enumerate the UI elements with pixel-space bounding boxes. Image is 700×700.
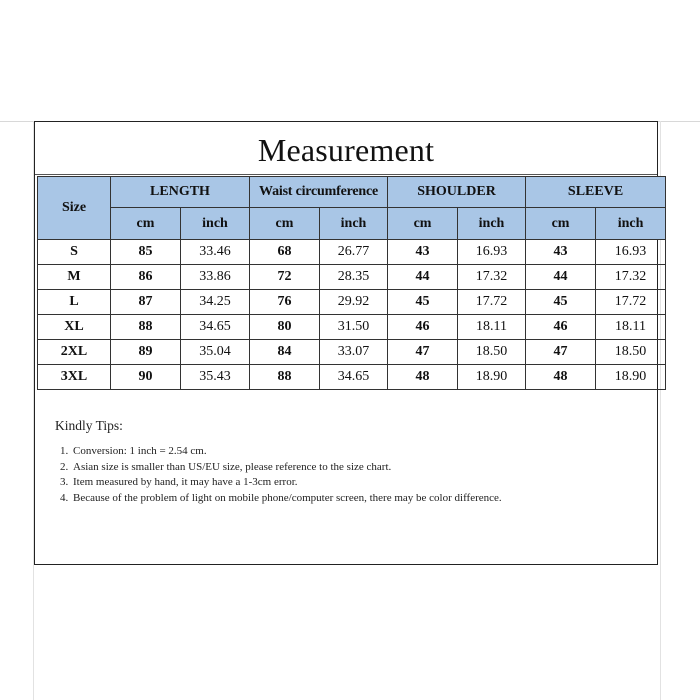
- cm-cell: 68: [250, 240, 320, 265]
- inch-cell: 18.11: [458, 315, 526, 340]
- cm-cell: 43: [526, 240, 596, 265]
- title-divider: [35, 174, 657, 175]
- inch-cell: 18.90: [596, 365, 666, 390]
- cm-cell: 44: [526, 265, 596, 290]
- inch-cell: 35.04: [181, 340, 250, 365]
- tips-section: [55, 418, 645, 506]
- inch-cell: 34.25: [181, 290, 250, 315]
- cm-cell: 44: [388, 265, 458, 290]
- inch-cell: 17.72: [596, 290, 666, 315]
- inch-cell: 17.32: [458, 265, 526, 290]
- table-row: [38, 240, 666, 265]
- size-cell: 3XL: [38, 365, 111, 390]
- cm-cell: 76: [250, 290, 320, 315]
- unit-header: cm: [526, 208, 596, 240]
- cm-cell: 85: [111, 240, 181, 265]
- table-row: [38, 315, 666, 340]
- cm-cell: 89: [111, 340, 181, 365]
- length-group-header: LENGTH: [111, 177, 250, 208]
- cm-cell: 46: [388, 315, 458, 340]
- unit-header: cm: [388, 208, 458, 240]
- unit-header: inch: [320, 208, 388, 240]
- tips-list: [55, 444, 645, 506]
- inch-cell: 28.35: [320, 265, 388, 290]
- cm-cell: 45: [526, 290, 596, 315]
- size-column-header: Size: [38, 177, 111, 240]
- cm-cell: 48: [526, 365, 596, 390]
- table-header-row: [38, 177, 666, 208]
- cm-cell: 47: [388, 340, 458, 365]
- inch-cell: 26.77: [320, 240, 388, 265]
- table-row: [38, 265, 666, 290]
- cm-cell: 45: [388, 290, 458, 315]
- cm-cell: 80: [250, 315, 320, 340]
- inch-cell: 31.50: [320, 315, 388, 340]
- inch-cell: 29.92: [320, 290, 388, 315]
- cm-cell: 86: [111, 265, 181, 290]
- unit-header: cm: [250, 208, 320, 240]
- tip-item: 1. Conversion: 1 inch = 2.54 cm.: [71, 444, 645, 460]
- cm-cell: 47: [526, 340, 596, 365]
- size-chart-table: [37, 176, 666, 390]
- size-cell: S: [38, 240, 111, 265]
- inch-cell: 16.93: [596, 240, 666, 265]
- tip-item: 2. Asian size is smaller than US/EU size, please reference to the size chart.: [71, 460, 645, 476]
- table-row: [38, 340, 666, 365]
- inch-cell: 34.65: [181, 315, 250, 340]
- cm-cell: 90: [111, 365, 181, 390]
- size-cell: M: [38, 265, 111, 290]
- cm-cell: 72: [250, 265, 320, 290]
- size-cell: 2XL: [38, 340, 111, 365]
- unit-header: cm: [111, 208, 181, 240]
- sleeve-group-header: SLEEVE: [526, 177, 666, 208]
- inch-cell: 35.43: [181, 365, 250, 390]
- inch-cell: 18.11: [596, 315, 666, 340]
- page-title: Measurement: [257, 132, 435, 168]
- inch-cell: 33.86: [181, 265, 250, 290]
- cm-cell: 43: [388, 240, 458, 265]
- inch-cell: 16.93: [458, 240, 526, 265]
- unit-header: inch: [181, 208, 250, 240]
- measurement-sheet: [34, 121, 658, 565]
- unit-header: inch: [596, 208, 666, 240]
- tip-item: 4. Because of the problem of light on mobile phone/computer screen, there may be color difference.: [71, 491, 645, 507]
- cm-cell: 87: [111, 290, 181, 315]
- inch-cell: 33.07: [320, 340, 388, 365]
- shoulder-group-header: SHOULDER: [388, 177, 526, 208]
- table-unit-row: [38, 208, 666, 240]
- inch-cell: 17.72: [458, 290, 526, 315]
- inch-cell: 18.90: [458, 365, 526, 390]
- size-cell: L: [38, 290, 111, 315]
- cm-cell: 88: [250, 365, 320, 390]
- size-cell: XL: [38, 315, 111, 340]
- waist-group-header: Waist circumference: [250, 177, 388, 208]
- cm-cell: 88: [111, 315, 181, 340]
- inch-cell: 18.50: [596, 340, 666, 365]
- inch-cell: 18.50: [458, 340, 526, 365]
- inch-cell: 34.65: [320, 365, 388, 390]
- tips-title: Kindly Tips:: [55, 418, 123, 433]
- cm-cell: 84: [250, 340, 320, 365]
- cm-cell: 48: [388, 365, 458, 390]
- inch-cell: 17.32: [596, 265, 666, 290]
- tip-item: 3. Item measured by hand, it may have a 1-3cm error.: [71, 475, 645, 491]
- table-row: [38, 290, 666, 315]
- inch-cell: 33.46: [181, 240, 250, 265]
- cm-cell: 46: [526, 315, 596, 340]
- unit-header: inch: [458, 208, 526, 240]
- table-row: [38, 365, 666, 390]
